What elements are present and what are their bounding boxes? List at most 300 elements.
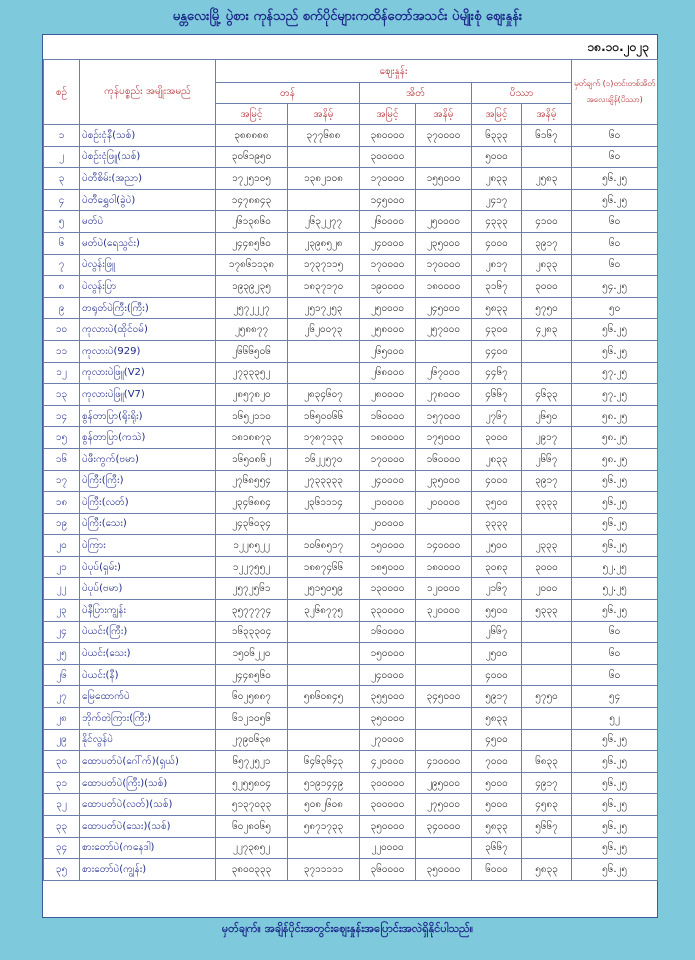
ton-high: ၂၄၃၆၀၃၄ (216, 513, 288, 535)
ton-low: ၃၂၆၈၇၇၅ (288, 600, 360, 622)
ton-low: ၁၈၃၇၁၇၀ (288, 276, 360, 298)
bag-low: ၂၅၇၀၀၀ (416, 319, 472, 341)
bag-low (416, 643, 472, 665)
ton-high: ၁၆၃၃၃၀၄ (216, 621, 288, 643)
bag-low: ၃၄၅၀၀၀ (416, 686, 472, 708)
row-name: ပဲနီပြားကျွန်း (80, 600, 216, 622)
ton-low: ၅၈၇၁၇၃၃ (288, 816, 360, 838)
ton-high: ၁၂၂၈၅၂၂ (216, 535, 288, 557)
viss-low (522, 513, 572, 535)
viss-low: ၂၀၀၀ (522, 578, 572, 600)
row-serial: ၁၅ (44, 427, 80, 449)
ton-high: ၂၅၇၂၂၂၇ (216, 297, 288, 319)
table-row (44, 686, 658, 708)
row-remark: ၆၀ (572, 125, 658, 147)
row-serial: ၁ (44, 125, 80, 147)
row-remark: ၅၂.၂၅ (572, 556, 658, 578)
table-row (44, 556, 658, 578)
table-row (44, 643, 658, 665)
ton-high: ၁၇၈၆၁၁၃၈ (216, 254, 288, 276)
row-serial: ၇ (44, 254, 80, 276)
ton-low: ၅၁၉၁၄၄၉ (288, 772, 360, 794)
ton-low (288, 643, 360, 665)
footer-note: မှတ်ချက်။ အချိန်ပိုင်းအတွင်းဈေးနှုန်းအပြောင်းအလဲရှိနိုင်ပါသည်။ (221, 922, 474, 935)
ton-low (288, 189, 360, 211)
row-serial: ၂၅ (44, 643, 80, 665)
ton-low (288, 362, 360, 384)
row-remark: ၅၀ (572, 297, 658, 319)
price-table (43, 59, 658, 881)
viss-low (522, 643, 572, 665)
viss-high: ၃၅၀၀ (472, 492, 522, 514)
table-row (44, 427, 658, 449)
bag-low (416, 621, 472, 643)
bag-low: ၁၅၇၀၀၀ (416, 405, 472, 427)
ton-high: ၂၄၄၈၅၆၀ (216, 664, 288, 686)
table-row (44, 362, 658, 384)
ton-low (288, 146, 360, 168)
viss-high: ၄၀၀၀ (472, 470, 522, 492)
viss-low: ၄၆၃၃ (522, 384, 572, 406)
table-row (44, 621, 658, 643)
bag-high: ၃၈၀၀၀၀ (360, 125, 416, 147)
bag-high: ၃၀၀၀၀၀ (360, 146, 416, 168)
bag-high: ၃၅၀၀၀၀ (360, 816, 416, 838)
viss-high: ၂၈၃၃ (472, 168, 522, 190)
viss-low: ၄၉၁၇ (522, 772, 572, 794)
viss-low: ၄၂၈၃ (522, 319, 572, 341)
viss-low: ၃၉၁၇ (522, 470, 572, 492)
row-serial: ၁၂ (44, 362, 80, 384)
viss-high: ၄၄၆၇ (472, 362, 522, 384)
row-serial: ၃၄ (44, 837, 80, 859)
table-row (44, 448, 658, 470)
ton-low (288, 513, 360, 535)
row-serial: ၁၆ (44, 448, 80, 470)
ton-low: ၅၀၈၂၆၀၈ (288, 794, 360, 816)
viss-high: ၅၈၃၃ (472, 297, 522, 319)
row-remark: ၅၆.၂၅ (572, 751, 658, 773)
bag-low (416, 189, 472, 211)
ton-low (288, 729, 360, 751)
table-row (44, 837, 658, 859)
bag-high: ၁၇၀၀၀၀ (360, 254, 416, 276)
report-date: ၁၈.၁၀.၂၀၂၃ (587, 40, 649, 54)
row-name: ပဲယင်း(နီ) (80, 664, 216, 686)
viss-low: ၅၈၃၃ (522, 859, 572, 881)
bag-low (416, 146, 472, 168)
viss-high: ၃၁၆၇ (472, 276, 522, 298)
row-serial: ၂၈ (44, 708, 80, 730)
col-viss: ပိဿာ (472, 83, 572, 104)
ton-high: ၃၈၀၀၃၃၃ (216, 859, 288, 881)
ton-low: ၃၇၁၁၁၁၁ (288, 859, 360, 881)
bag-low (416, 664, 472, 686)
row-name: ပဲဖီးကွက်(ဗမာ) (80, 448, 216, 470)
ton-low (288, 708, 360, 730)
col-remark: မှတ်ချက် (၁)တင်းတစ်အိတ် အလေးချိန်(ပိဿာ) (572, 60, 658, 125)
table-row (44, 405, 658, 427)
ton-high: ၅၁၃၇၀၃၃ (216, 794, 288, 816)
viss-low: ၂၆၆၇ (522, 448, 572, 470)
viss-high: ၅၉၁၇ (472, 686, 522, 708)
row-serial: ၁၇ (44, 470, 80, 492)
viss-high: ၄၃၀၀ (472, 319, 522, 341)
row-serial: ၂၇ (44, 686, 80, 708)
bag-high: ၁၇၀၀၀၀ (360, 168, 416, 190)
viss-low: ၂၈၃၃ (522, 254, 572, 276)
viss-high: ၂၆၆၇ (472, 621, 522, 643)
row-serial: ၉ (44, 297, 80, 319)
bag-high: ၁၆၀၀၀၀ (360, 621, 416, 643)
row-remark: ၆၀ (572, 621, 658, 643)
bag-low (416, 708, 472, 730)
bag-high: ၂၄၀၀၀၀ (360, 664, 416, 686)
table-row (44, 772, 658, 794)
row-name: ထောပတ်ပဲ(ဂေါ်က်)(ရှယ်) (80, 751, 216, 773)
row-remark: ၆၀ (572, 232, 658, 254)
ton-high: ၂၆၁၃၈၆၀ (216, 211, 288, 233)
ton-low: ၁၆၂၂၅၇၀ (288, 448, 360, 470)
bag-high: ၁၆၀၀၀၀ (360, 405, 416, 427)
ton-low: ၂၅၁၅၀၅၉ (288, 578, 360, 600)
ton-low: ၂၃၆၁၁၁၄ (288, 492, 360, 514)
row-remark: ၅၈.၂၅ (572, 448, 658, 470)
viss-low: ၃၉၁၇ (522, 232, 572, 254)
table-row (44, 664, 658, 686)
bag-low: ၃၅၀၀၀၀ (416, 859, 472, 881)
row-remark: ၅၆.၂၅ (572, 859, 658, 881)
ton-low: ၆၄၆၃၆၄၃ (288, 751, 360, 773)
ton-low (288, 664, 360, 686)
row-name: မတ်ပဲ (80, 211, 216, 233)
row-serial: ၅ (44, 211, 80, 233)
viss-low: ၂၉၁၇ (522, 427, 572, 449)
bag-low (416, 837, 472, 859)
ton-low: ၁၆၅၀၀၆၆ (288, 405, 360, 427)
viss-high: ၂၅၀၀ (472, 535, 522, 557)
ton-low: ၁၇၈၇၁၃၃ (288, 427, 360, 449)
row-serial: ၃ (44, 168, 80, 190)
col-viss-low: အနိမ့် (522, 104, 572, 125)
row-serial: ၈ (44, 276, 80, 298)
ton-high: ၁၄၇၈၈၄၃ (216, 189, 288, 211)
ton-high: ၂၈၅၇၈၂၀ (216, 384, 288, 406)
ton-high: ၂၃၄၆၈၈၄ (216, 492, 288, 514)
viss-high: ၄၅၀၀ (472, 729, 522, 751)
ton-high: ၂၄၄၈၅၆၀ (216, 232, 288, 254)
ton-high: ၁၉၃၉၂၃၅ (216, 276, 288, 298)
row-remark: ၅၆.၂၅ (572, 340, 658, 362)
row-remark: ၅၆.၂၅ (572, 837, 658, 859)
row-serial: ၄ (44, 189, 80, 211)
viss-low: ၅၇၅၀ (522, 686, 572, 708)
row-name: ပဲကြီး(သေး) (80, 513, 216, 535)
viss-low (522, 708, 572, 730)
viss-high: ၄၆၆၇ (472, 384, 522, 406)
table-row (44, 470, 658, 492)
ton-high: ၆၁၂၁၀၅၆ (216, 708, 288, 730)
ton-high: ၃၅၇၇၇၇၄ (216, 600, 288, 622)
viss-high: ၂၈၁၇ (472, 254, 522, 276)
ton-high: ၁၅၀၆၂၂၀ (216, 643, 288, 665)
row-name: စွန်တာပြာ(ရိုးရိုး) (80, 405, 216, 427)
row-name: ကုလားပဲ(929) (80, 340, 216, 362)
col-bag-high: အမြင့် (360, 104, 416, 125)
bag-low: ၂၇၈၀၀၀ (416, 384, 472, 406)
table-row (44, 794, 658, 816)
bag-low: ၂၅၀၀၀၀ (416, 211, 472, 233)
row-remark: ၆၀ (572, 146, 658, 168)
row-remark: ၅၆.၂၅ (572, 168, 658, 190)
bag-high: ၁၃၀၀၀၀ (360, 578, 416, 600)
row-serial: ၁၃ (44, 384, 80, 406)
ton-low: ၂၆၂၀၀၇၃ (288, 319, 360, 341)
viss-low (522, 189, 572, 211)
bag-high: ၂၀၀၀၀၀ (360, 513, 416, 535)
row-name: ဘိုက်တဲကြား(ကြီး) (80, 708, 216, 730)
bag-low: ၃၇၀၀၀၀ (416, 125, 472, 147)
table-row (44, 254, 658, 276)
row-serial: ၁၀ (44, 319, 80, 341)
row-remark: ၅၆.၂၅ (572, 772, 658, 794)
row-remark: ၅၂ (572, 708, 658, 730)
row-name: ကုလားပဲဖြူ(V7) (80, 384, 216, 406)
row-name: ပဲကြား (80, 535, 216, 557)
row-remark: ၆၀ (572, 664, 658, 686)
row-name: ထောပတ်ပဲ(ကြီး)(သစ်) (80, 772, 216, 794)
ton-low (288, 621, 360, 643)
viss-low: ၄၅၈၃ (522, 794, 572, 816)
viss-low: ၄၁၀၀ (522, 211, 572, 233)
bag-high: ၁၄၅၀၀၀ (360, 189, 416, 211)
bag-high: ၁၅၀၀၀၀ (360, 535, 416, 557)
row-remark: ၅၆.၂၅ (572, 729, 658, 751)
row-remark: ၅၄.၂၅ (572, 276, 658, 298)
row-serial: ၆ (44, 232, 80, 254)
row-name: နိုင်လွန်ပဲ (80, 729, 216, 751)
viss-low: ၃၀၀၀ (522, 556, 572, 578)
col-price-group: ဈေးနှုန်း (216, 60, 572, 83)
row-name: ထောပတ်ပဲ(သေး)(သစ်) (80, 816, 216, 838)
ton-low: ၂၈၃၄၆၀၇ (288, 384, 360, 406)
ton-low: ၂၇၃၃၃၃၃ (288, 470, 360, 492)
row-serial: ၂၁ (44, 556, 80, 578)
bag-low: ၂၉၅၀၀၀ (416, 772, 472, 794)
viss-low (522, 340, 572, 362)
row-name: ပဲတီစိမ်း(အညာ) (80, 168, 216, 190)
row-remark: ၅၆.၂၅ (572, 492, 658, 514)
ton-low: ၁၀၆၈၅၁၇ (288, 535, 360, 557)
bag-high: ၃၀၀၀၀၀ (360, 772, 416, 794)
viss-low: ၅၆၆၇ (522, 816, 572, 838)
bag-high: ၂၅၀၀၀၀ (360, 297, 416, 319)
viss-high: ၃၀၈၃ (472, 556, 522, 578)
table-row (44, 319, 658, 341)
viss-high: ၆၃၃၃ (472, 125, 522, 147)
row-remark: ၅၆.၂၅ (572, 513, 658, 535)
ton-low (288, 340, 360, 362)
row-serial: ၃၀ (44, 751, 80, 773)
ton-high: ၆၅၇၂၅၂၁ (216, 751, 288, 773)
row-name: ပဲစဉ်းငုံဖြူ(သစ်) (80, 146, 216, 168)
bag-low: ၁၇၅၀၀၀ (416, 427, 472, 449)
row-remark: ၅၇.၂၅ (572, 362, 658, 384)
viss-low (522, 362, 572, 384)
table-row (44, 125, 658, 147)
bag-low: ၂၃၅၀၀၀ (416, 470, 472, 492)
row-serial: ၂ (44, 146, 80, 168)
viss-high: ၄၀၀၀ (472, 232, 522, 254)
viss-low: ၂၆၅၀ (522, 405, 572, 427)
viss-high: ၃၀၀၀ (472, 427, 522, 449)
viss-low: ၅၇၅၀ (522, 297, 572, 319)
viss-high: ၄၃၃၃ (472, 211, 522, 233)
row-serial: ၁၁ (44, 340, 80, 362)
col-bag: အိတ် (360, 83, 472, 104)
bag-low: ၁၂၀၀၀၀ (416, 578, 472, 600)
table-row (44, 816, 658, 838)
viss-low: ၆၁၆၇ (522, 125, 572, 147)
bag-high: ၃၃၀၀၀၀ (360, 600, 416, 622)
table-row (44, 578, 658, 600)
row-name: ပဲလွန်းပြာ (80, 276, 216, 298)
row-name: ပဲကြီး(ကြီး) (80, 470, 216, 492)
viss-low: ၆၈၃၃ (522, 751, 572, 773)
col-bag-low: အနိမ့် (416, 104, 472, 125)
row-name: မြေထောက်ပဲ (80, 686, 216, 708)
row-serial: ၂၀ (44, 535, 80, 557)
row-serial: ၁၄ (44, 405, 80, 427)
row-name: ပဲယင်း(ကြီး) (80, 621, 216, 643)
table-row (44, 232, 658, 254)
bag-low: ၁၈၀၀၀၀ (416, 276, 472, 298)
table-row (44, 211, 658, 233)
ton-high: ၁၂၂၇၅၅၂ (216, 556, 288, 578)
row-serial: ၃၃ (44, 816, 80, 838)
viss-low (522, 664, 572, 686)
ton-high: ၁၆၅၂၁၁၀ (216, 405, 288, 427)
row-serial: ၂၄ (44, 621, 80, 643)
row-remark: ၅၆.၂၅ (572, 816, 658, 838)
bag-high: ၂၄၀၀၀၀ (360, 232, 416, 254)
viss-high: ၃၆၆၇ (472, 837, 522, 859)
ton-high: ၁၇၂၅၁၀၅ (216, 168, 288, 190)
viss-high: ၂၈၃၃ (472, 448, 522, 470)
ton-low: ၃၇၇၆၈၈ (288, 125, 360, 147)
col-viss-high: အမြင့် (472, 104, 522, 125)
bag-low: ၃၂၀၀၀၀ (416, 600, 472, 622)
ton-high: ၂၅၇၂၅၆၁ (216, 578, 288, 600)
ton-high: ၁၆၅၀၈၆၂ (216, 448, 288, 470)
viss-low (522, 621, 572, 643)
row-name: ကုလားပဲ(ထိုင်ဝမ်) (80, 319, 216, 341)
bag-high: ၃၆၀၀၀၀ (360, 859, 416, 881)
row-serial: ၃၂ (44, 794, 80, 816)
bag-low: ၁၆၀၀၀၀ (416, 448, 472, 470)
viss-low: ၅၃၃၃ (522, 600, 572, 622)
ton-low: ၁၃၈၂၁၀၈ (288, 168, 360, 190)
bag-high: ၂၆၅၀၀၀ (360, 340, 416, 362)
row-remark: ၅၇.၂၅ (572, 384, 658, 406)
table-row (44, 729, 658, 751)
ton-high: ၂၂၇၃၈၅၂ (216, 837, 288, 859)
row-serial: ၃၅ (44, 859, 80, 881)
ton-high: ၂၆၆၆၅၀၆ (216, 340, 288, 362)
table-row (44, 513, 658, 535)
row-name: စားတော်ပဲ(ကျွန်း) (80, 859, 216, 881)
table-row (44, 384, 658, 406)
row-remark: ၅၆.၂၅ (572, 600, 658, 622)
viss-high: ၅၈၃၃ (472, 816, 522, 838)
bag-high: ၂၇၀၀၀၀ (360, 729, 416, 751)
ton-low: ၂၅၁၇၂၅၃ (288, 297, 360, 319)
viss-low (522, 146, 572, 168)
bag-low: ၂၇၅၀၀၀ (416, 794, 472, 816)
bag-low: ၂၀၀၀၀၀ (416, 492, 472, 514)
bag-low: ၁၈၀၀၀၀ (416, 556, 472, 578)
col-name: ကုန်ပစ္စည်း အမျိုးအမည် (80, 60, 216, 125)
viss-low (522, 837, 572, 859)
bag-high: ၂၁၀၀၀၀ (360, 492, 416, 514)
row-serial: ၂၉ (44, 729, 80, 751)
viss-high: ၂၅၀၀ (472, 643, 522, 665)
viss-low: ၃၀၀၀ (522, 276, 572, 298)
ton-low: ၂၃၉၈၅၂၈ (288, 232, 360, 254)
bag-high: ၂၅၈၀၀၀ (360, 319, 416, 341)
bag-high: ၁၈၅၀၀၀ (360, 556, 416, 578)
price-table-body (44, 125, 658, 881)
row-name: ထောပတ်ပဲ(လတ်)(သစ်) (80, 794, 216, 816)
row-remark: ၅၂.၂၅ (572, 578, 658, 600)
row-remark: ၅၄ (572, 686, 658, 708)
bag-low: ၂၃၅၀၀၀ (416, 232, 472, 254)
viss-high: ၅၀၀၀ (472, 772, 522, 794)
row-name: စားတော်ပဲ(ကနေဒါ) (80, 837, 216, 859)
row-name: ပဲကြီး(လတ်) (80, 492, 216, 514)
price-sheet (42, 34, 658, 918)
bag-high: ၂၆၀၀၀၀ (360, 211, 416, 233)
row-name: ပဲပုပ်(ရှမ်း) (80, 556, 216, 578)
row-serial: ၂၆ (44, 664, 80, 686)
col-ton-high: အမြင့် (216, 104, 288, 125)
table-row (44, 297, 658, 319)
bag-low: ၁၅၅၀၀၀ (416, 168, 472, 190)
ton-high: ၁၈၁၈၈၇၃ (216, 427, 288, 449)
row-name: ပဲယင်း(သေး) (80, 643, 216, 665)
bag-high: ၃၅၅၀၀၀ (360, 686, 416, 708)
ton-high: ၃၈၈၈၈၈ (216, 125, 288, 147)
ton-low: ၁၇၃၇၁၁၅ (288, 254, 360, 276)
viss-high: ၅၅၀၀ (472, 600, 522, 622)
viss-high: ၅၀၀၀ (472, 146, 522, 168)
ton-low (288, 837, 360, 859)
table-row (44, 708, 658, 730)
row-serial: ၂၃ (44, 600, 80, 622)
bag-high: ၁၈၀၀၀၀ (360, 427, 416, 449)
viss-high: ၄၄၀၀ (472, 340, 522, 362)
bag-low: ၄၁၀၀၀၀ (416, 751, 472, 773)
viss-high: ၄၀၀၀ (472, 664, 522, 686)
table-row (44, 600, 658, 622)
bag-high: ၁၉၀၀၀၀ (360, 276, 416, 298)
bag-high: ၃၅၀၀၀၀ (360, 708, 416, 730)
bag-high: ၂၆၈၀၀၀ (360, 362, 416, 384)
viss-high: ၇၀၀၀ (472, 751, 522, 773)
ton-low: ၅၈၆၀၈၄၅ (288, 686, 360, 708)
row-remark: ၅၆.၂၅ (572, 535, 658, 557)
bag-low (416, 340, 472, 362)
